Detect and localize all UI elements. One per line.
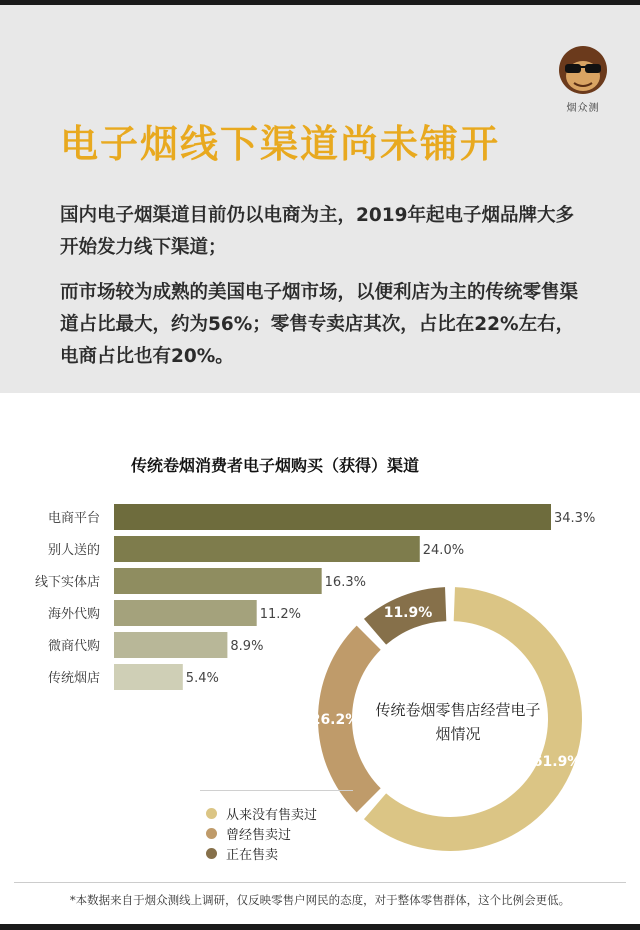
bar [114,600,257,626]
legend-item [206,803,317,823]
bar-category-label: 海外代购 [47,607,100,622]
donut-value-label: 26.2% [310,712,360,728]
legend-swatch-former [206,828,217,839]
legend-swatch-never [206,808,217,819]
footnote: *本数据来自于烟众测线上调研，仅反映零售户网民的态度，对于整体零售群体，这个比例会更低。 [69,893,571,907]
legend-swatch-current [206,848,217,859]
bar [114,536,420,562]
donut-value-label: 61.9% [532,753,582,770]
legend-item [206,843,317,863]
legend-label: 从来没有售卖过 [226,807,318,823]
legend-item [206,823,317,843]
bar-value-label: 5.4% [185,671,219,686]
intro-paragraph-2: 而市场较为成熟的美国电子烟市场，以便利店为主的传统零售渠道占比最大，约为56%；零售专卖店其次，占比在22%左右，电商占比也有20%。 [60,282,579,367]
bar-category-label: 电商平台 [47,511,100,526]
bar-category-label: 线下实体店 [34,575,100,590]
brand-logo [557,43,609,115]
bar-value-label: 34.3% [554,511,596,526]
donut-center-label: 传统卷烟零售店经营电子烟情况 [375,701,541,743]
legend-divider [200,790,353,791]
bar [114,664,183,690]
legend-label: 正在售卖 [226,847,279,863]
intro-paragraph-1: 国内电子烟渠道目前仍以电商为主，2019年起电子烟品牌大多开始发力线下渠道； [60,205,574,258]
bar [114,568,322,594]
logo-text: 烟众测 [566,103,600,114]
bar-value-label: 16.3% [324,575,366,590]
page-title: 电子烟线下渠道尚未铺开 [60,122,501,166]
bar-category-label: 传统烟店 [47,671,100,686]
bar-category-label: 微商代购 [47,639,100,654]
bar-category-label: 别人送的 [47,543,100,558]
monkey-logo-icon [557,43,609,97]
header-panel [0,5,640,393]
bar [114,504,551,530]
bar [114,632,227,658]
bar-value-label: 11.2% [259,607,302,622]
bar-value-label: 24.0% [422,543,465,558]
bar-value-label: 8.9% [230,639,264,654]
footnote-divider [14,882,626,883]
bottom-border [0,924,640,930]
donut-value-label: 11.9% [383,604,433,621]
donut-legend [206,803,317,863]
legend-label: 曾经售卖过 [226,827,292,843]
bar-chart-title: 传统卷烟消费者电子烟购买（获得）渠道 [130,456,419,475]
